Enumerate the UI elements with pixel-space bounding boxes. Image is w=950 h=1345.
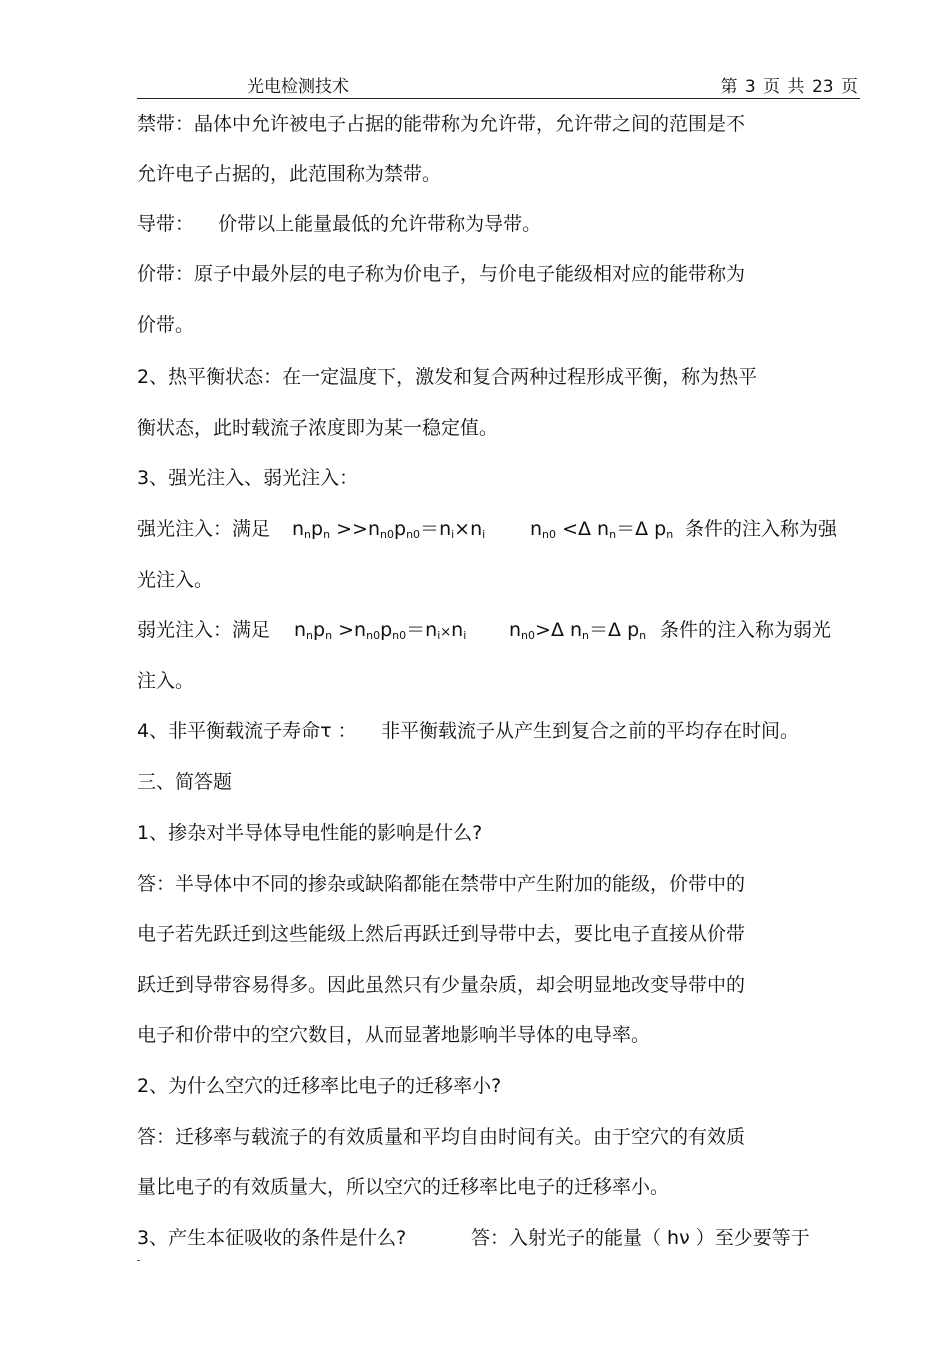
lifetime-definition: 非平衡载流子从产生到复合之前的平均存在时间。 [381, 720, 800, 742]
answer-line: 电子和价带中的空穴数目，从而显著地影响半导体的电导率。 [137, 1024, 651, 1046]
strong-injection-label: 强光注入：满足 [137, 518, 271, 540]
text-line: 价带：原子中最外层的电子称为价电子，与价电子能级相对应的能带称为 [137, 263, 746, 285]
answer-line: 答：半导体中不同的掺杂或缺陷都能在禁带中产生附加的能级，价带中的 [137, 873, 746, 895]
text-line: 导带： 价带以上能量最低的允许带称为导带。 [137, 213, 542, 235]
text-line: 2、热平衡状态：在一定温度下，激发和复合两种过程形成平衡，称为热平 [137, 366, 758, 388]
weak-injection-label: 弱光注入：满足 [137, 619, 271, 641]
weak-injection-suffix: 条件的注入称为弱光 [660, 619, 832, 641]
section-heading: 三、简答题 [137, 771, 233, 793]
text-line: 光注入。 [137, 569, 214, 591]
strong-injection-condition: $n_{n0} <\Delta$ $n_n=\Delta$ $p_n$ [530, 518, 674, 541]
weak-injection-condition: $n_{n0}>\Delta$ $n_n=\Delta$ $p_n$ [509, 619, 647, 642]
strong-injection-suffix: 条件的注入称为强 [685, 518, 838, 540]
text-line: 3、强光注入、弱光注入： [137, 467, 359, 489]
answer-line: 电子若先跃迁到这些能级上然后再跃迁到导带中去，要比电子直接从价带 [137, 923, 746, 945]
strong-injection-formula: $n_np_n >>n_{n0}p_{n0}=n_i\times n_i$ [292, 518, 486, 541]
weak-injection-formula: $n_np_n >n_{n0}p_{n0}=n_i\times n_i$ [294, 619, 467, 642]
page-header [137, 70, 860, 99]
text-line: 允许电子占据的，此范围称为禁带。 [137, 163, 442, 185]
text-line: 价带。 [137, 314, 195, 336]
page-mark [137, 1260, 140, 1261]
text-line: 衡状态，此时载流子浓度即为某一稳定值。 [137, 417, 499, 439]
question: 3、产生本征吸收的条件是什么? [137, 1227, 407, 1249]
text-line: 禁带：晶体中允许被电子占据的能带称为允许带，允许带之间的范围是不 [137, 113, 746, 135]
header-title: 光电检测技术 [247, 77, 349, 97]
lifetime-label: 4、非平衡载流子寿命τ ： [137, 720, 357, 742]
answer-line: 量比电子的有效质量大，所以空穴的迁移率比电子的迁移率小。 [137, 1176, 670, 1198]
question: 2、为什么空穴的迁移率比电子的迁移率小? [137, 1075, 502, 1097]
header-page-number: 第 3 页 共 23 页 [720, 77, 858, 97]
answer-line: 答：迁移率与载流子的有效质量和平均自由时间有关。由于空穴的有效质 [137, 1126, 746, 1148]
answer-line: 答：入射光子的能量（ hν ）至少要等于 [471, 1227, 810, 1249]
text-line: 注入。 [137, 670, 195, 692]
answer-line: 跃迁到导带容易得多。因此虽然只有少量杂质，却会明显地改变导带中的 [137, 974, 746, 996]
question: 1、掺杂对半导体导电性能的影响是什么? [137, 822, 483, 844]
